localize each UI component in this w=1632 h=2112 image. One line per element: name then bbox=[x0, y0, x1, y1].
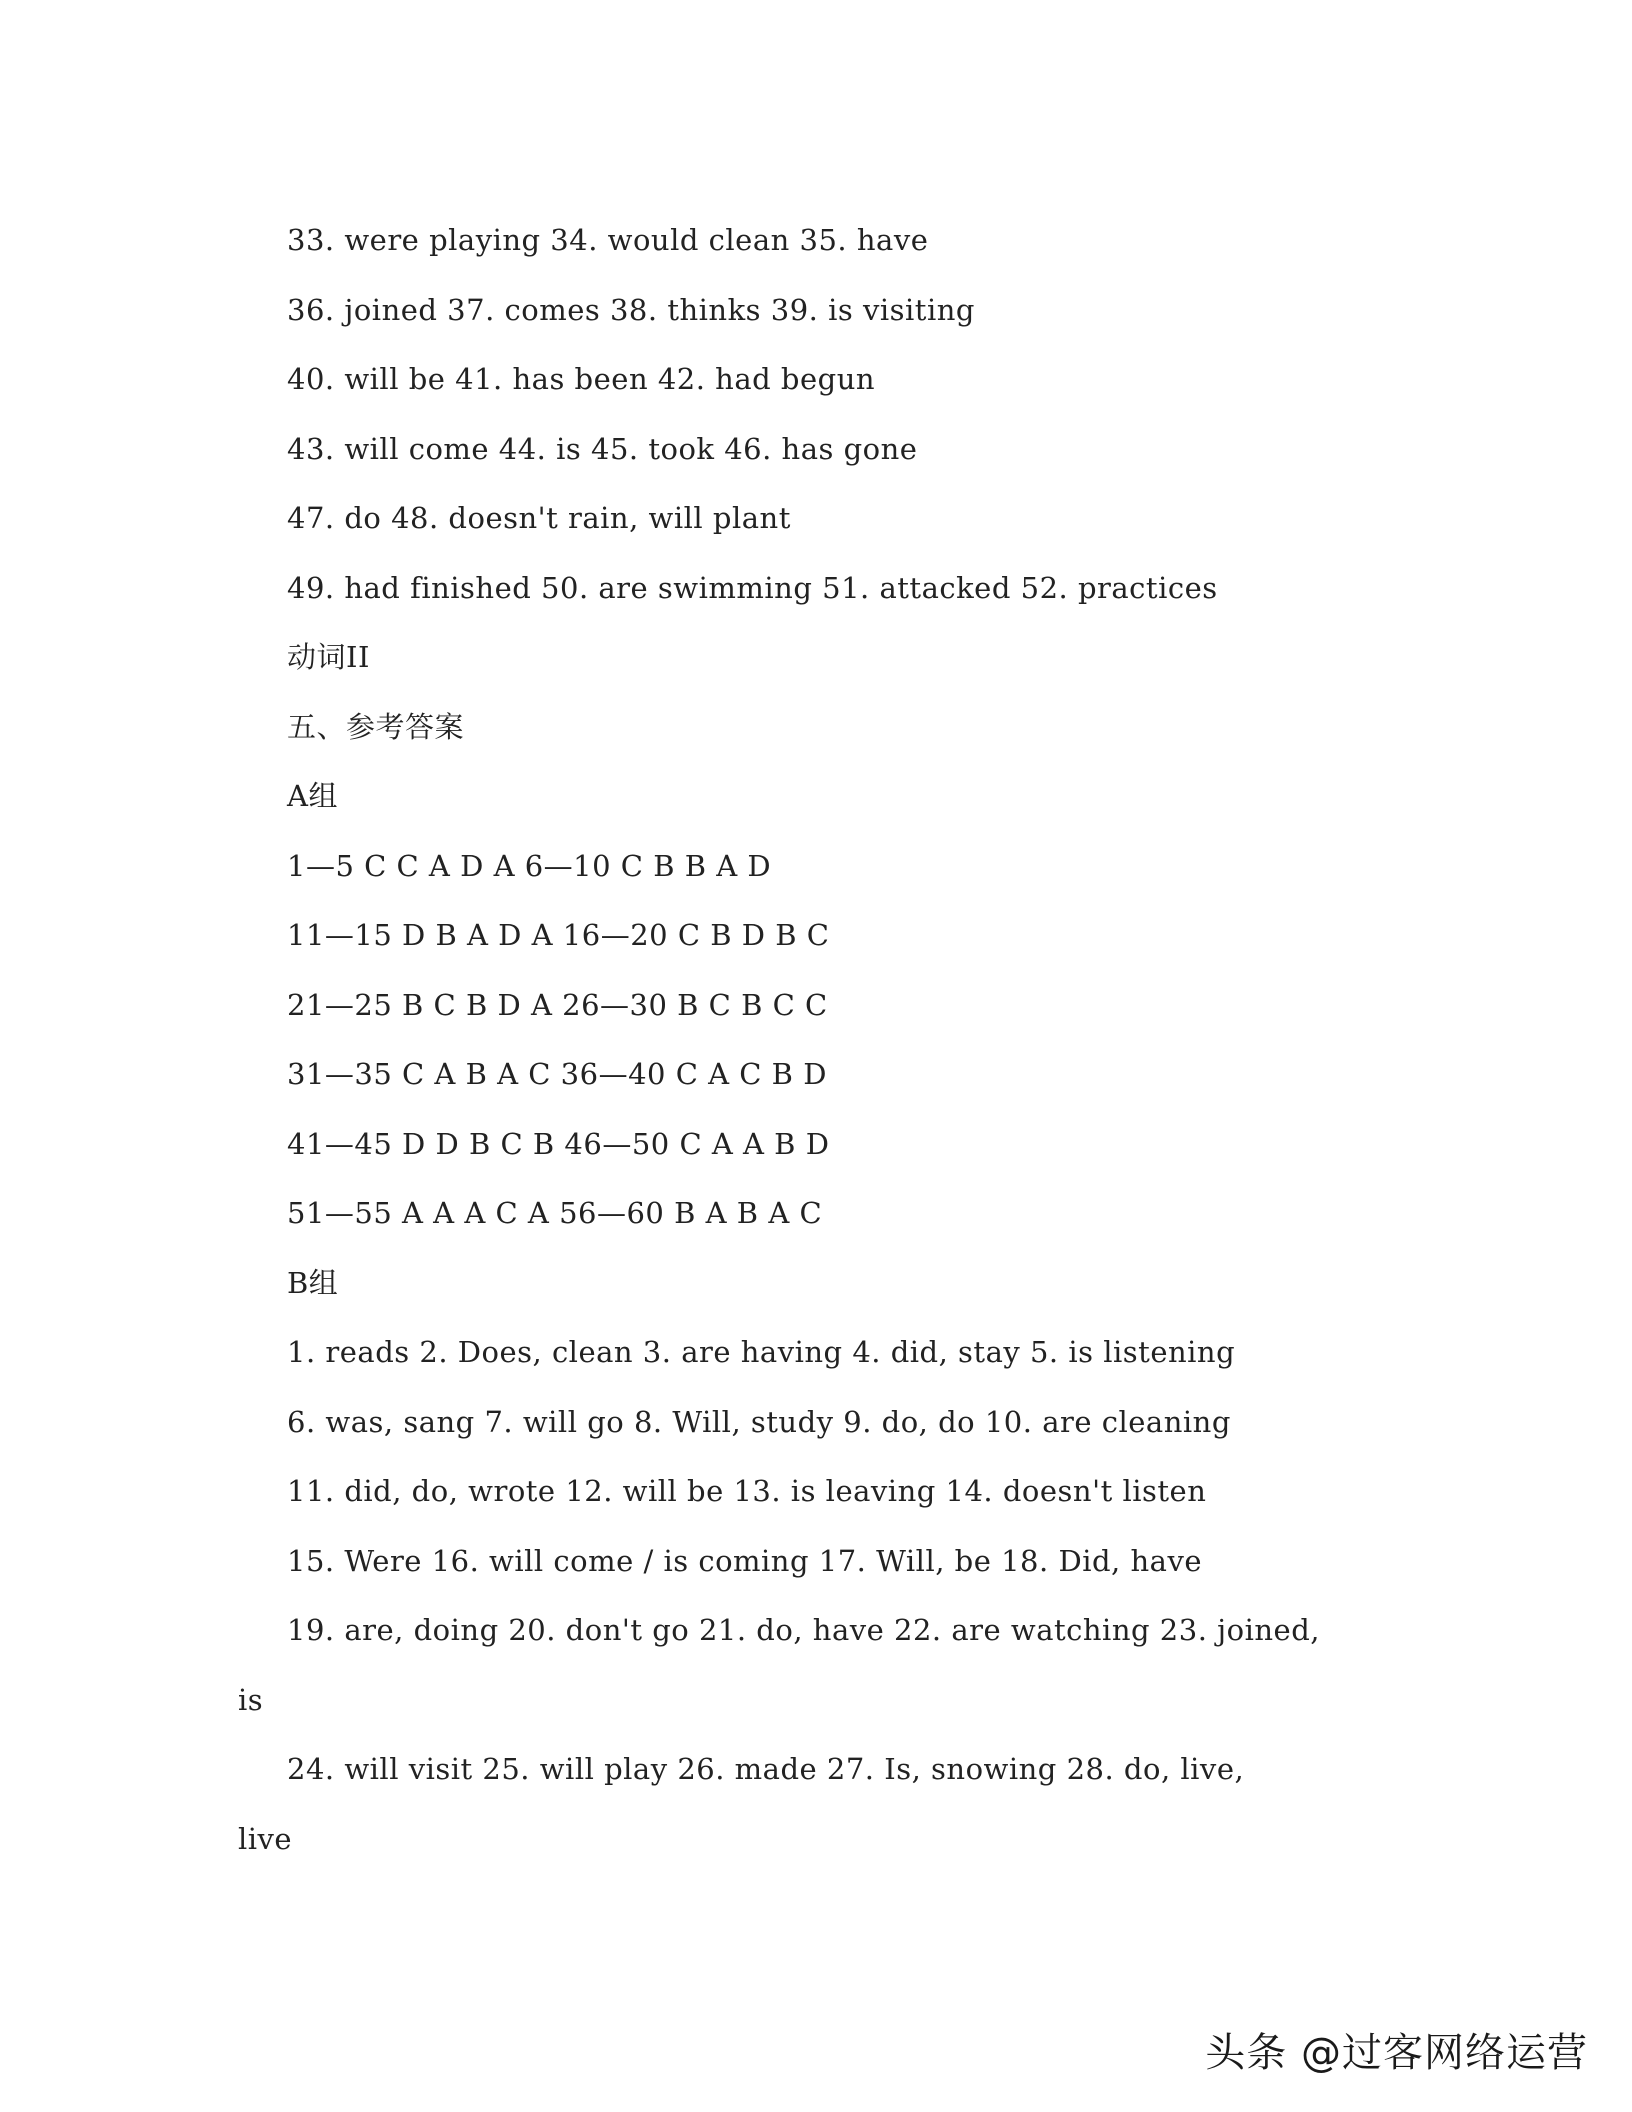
answer-line: 36. joined 37. comes 38. thinks 39. is visiting bbox=[287, 292, 975, 327]
section-heading: 五、参考答案 bbox=[287, 709, 465, 744]
answer-line: 24. will visit 25. will play 26. made 27. Is, snowing 28. do, live, bbox=[287, 1752, 1245, 1786]
answer-line: 1. reads 2. Does, clean 3. are having 4. did, stay 5. is listening bbox=[287, 1335, 1236, 1369]
watermark-text: 头条 @过客网络运营 bbox=[1205, 2030, 1588, 2076]
answer-line: 49. had finished 50. are swimming 51. attacked 52. practices bbox=[287, 570, 1218, 605]
answer-line: 6. was, sang 7. will go 8. Will, study 9. do, do 10. are cleaning bbox=[287, 1404, 1231, 1439]
group-heading: B组 bbox=[287, 1265, 339, 1300]
answer-line: 21—25 B C B D A 26—30 B C B C C bbox=[287, 987, 828, 1022]
answer-line: 43. will come 44. is 45. took 46. has gone bbox=[287, 431, 918, 466]
group-heading: A组 bbox=[287, 779, 338, 813]
answer-line: 1—5 C C A D A 6—10 C B B A D bbox=[287, 848, 772, 883]
answer-line: 41—45 D D B C B 46—50 C A A B D bbox=[287, 1126, 830, 1161]
answer-line-continuation: is bbox=[238, 1682, 264, 1717]
answer-line: 19. are, doing 20. don't go 21. do, have 22. are watching 23. joined, bbox=[287, 1613, 1320, 1647]
answer-line: 33. were playing 34. would clean 35. have bbox=[287, 223, 929, 257]
answer-line: 11—15 D B A D A 16—20 C B D B C bbox=[287, 918, 830, 952]
answer-line-continuation: live bbox=[238, 1821, 293, 1856]
answer-line: 47. do 48. doesn't rain, will plant bbox=[287, 501, 791, 535]
answer-line: 31—35 C A B A C 36—40 C A C B D bbox=[287, 1057, 827, 1091]
section-heading: 动词II bbox=[287, 640, 370, 674]
answer-line: 15. Were 16. will come / is coming 17. Will, be 18. Did, have bbox=[287, 1543, 1202, 1578]
answer-line: 11. did, do, wrote 12. will be 13. is leaving 14. doesn't listen bbox=[287, 1474, 1207, 1508]
answer-lines bbox=[0, 216, 1632, 1884]
answer-line: 51—55 A A A C A 56—60 B A B A C bbox=[287, 1196, 823, 1230]
answer-line: 40. will be 41. has been 42. had begun bbox=[287, 362, 876, 396]
